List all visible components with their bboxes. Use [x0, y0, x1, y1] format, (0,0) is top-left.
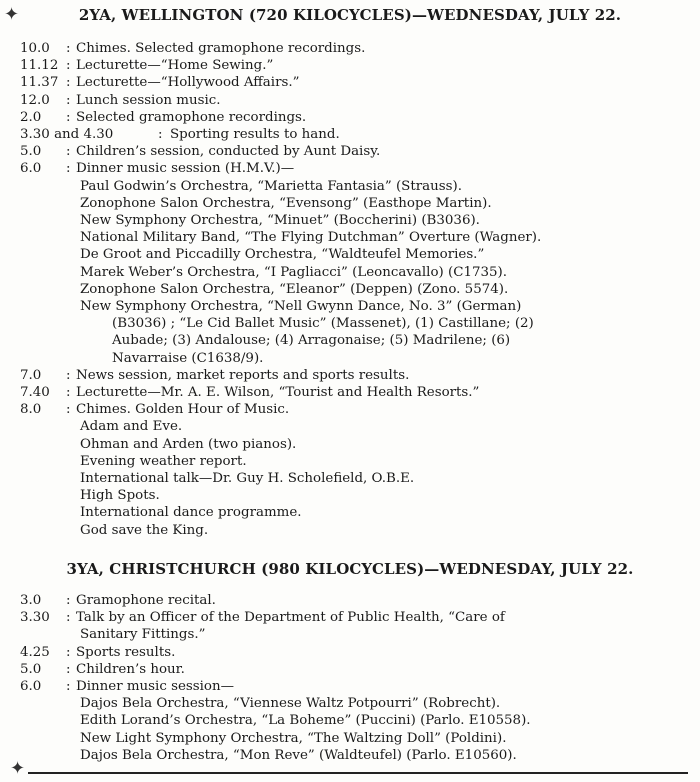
programme-item: Lecturette—“Hollywood Affairs.”: [76, 75, 300, 91]
programme-item: Sports results.: [76, 644, 176, 660]
programme-time: 3.30: [20, 610, 50, 626]
programme-time: 12.0: [20, 92, 50, 108]
programme-time: 10.0: [20, 41, 50, 56]
programme-item: Lunch session music.: [76, 92, 221, 108]
programme-subitem: Dajos Bela Orchestra, “Mon Reve” (Waldteufel) (Parlo. E10560).: [80, 747, 517, 763]
time-separator: :: [66, 41, 71, 56]
programme-subitem: International dance programme.: [80, 505, 302, 521]
programme-subitem: Zonophone Salon Orchestra, “Eleanor” (Deppen) (Zono. 5574).: [80, 281, 509, 297]
programme-item: Lecturette—Mr. A. E. Wilson, “Tourist and Health Resorts.”: [76, 385, 480, 400]
programme-item: Children’s session, conducted by Aunt Daisy.: [76, 144, 381, 160]
programme-time: 3.30 and 4.30: [20, 127, 114, 142]
programme-subitem: International talk—Dr. Guy H. Scholefield, O.B.E.: [80, 471, 415, 486]
programme-item: Chimes. Golden Hour of Music.: [76, 402, 290, 418]
programme-subitem: Marek Weber’s Orchestra, “I Pagliacci” (Leoncavallo) (C1735).: [80, 264, 508, 280]
time-separator: :: [66, 644, 71, 660]
programme-item: Selected gramophone recordings.: [76, 109, 307, 125]
time-separator: :: [66, 661, 71, 677]
time-separator: :: [66, 593, 71, 608]
programme-time: 6.0: [20, 161, 42, 177]
time-separator: :: [66, 161, 71, 177]
programme-subitem: Ohman and Arden (two pianos).: [80, 436, 297, 452]
time-separator: :: [66, 109, 71, 125]
programme-continuation: (B3036) ; “Le Cid Ballet Music” (Massenet), (1) Castillane; (2): [112, 316, 534, 332]
programme-continuation: Aubade; (3) Andalouse; (4) Arragonaise; (5) Madrilene; (6): [112, 333, 511, 349]
programme-item: Chimes. Selected gramophone recordings.: [76, 41, 366, 56]
programme-time: 5.0: [20, 661, 42, 677]
programme-subitem: Zonophone Salon Orchestra, “Evensong” (Easthope Martin).: [80, 195, 492, 211]
programme-continuation: Navarraise (C1638/9).: [112, 350, 264, 366]
programme-subitem: Adam and Eve.: [80, 419, 183, 435]
time-separator: :: [66, 610, 71, 626]
programme-time: 6.0: [20, 679, 42, 694]
time-separator: :: [66, 679, 71, 694]
bottom-rule: [28, 772, 688, 774]
programme-time: 7.40: [20, 385, 50, 400]
programme-item: Lecturette—“Home Sewing.”: [76, 58, 274, 74]
programme-subitem: Sanitary Fittings.”: [80, 627, 206, 643]
time-separator: :: [66, 75, 71, 91]
programme-time: 2.0: [20, 109, 42, 125]
programme-time: 8.0: [20, 402, 42, 418]
programme-item: Gramophone recital.: [76, 593, 216, 608]
programme-time: 4.25: [20, 644, 50, 660]
programme-time: 5.0: [20, 144, 42, 160]
programme-time: 11.37: [20, 75, 59, 91]
programme-subitem: New Symphony Orchestra, “Minuet” (Boccherini) (B3036).: [80, 213, 480, 228]
programme-item: Dinner music session—: [76, 679, 234, 694]
programme-subitem: Evening weather report.: [80, 453, 247, 469]
corner-mark-icon: ✦: [4, 4, 20, 25]
programme-subitem: Paul Godwin’s Orchestra, “Marietta Fantasia” (Strauss).: [80, 178, 462, 194]
corner-mark-icon: ✦: [10, 758, 26, 779]
programme-subitem: Edith Lorand’s Orchestra, “La Boheme” (Puccini) (Parlo. E10558).: [80, 713, 531, 729]
programme-time: 3.0: [20, 593, 42, 608]
time-separator: :: [66, 402, 71, 418]
programme-item: Sporting results to hand.: [170, 127, 340, 142]
programme-time: 11.12: [20, 58, 59, 74]
programme-item: News session, market reports and sports results.: [76, 367, 410, 383]
time-separator: :: [158, 127, 163, 142]
section-heading: 2YA, WELLINGTON (720 KILOCYCLES)—WEDNESDAY, JULY 22.: [78, 6, 622, 24]
time-separator: :: [66, 58, 71, 74]
programme-subitem: God save the King.: [80, 522, 209, 538]
programme-subitem: National Military Band, “The Flying Dutchman” Overture (Wagner).: [80, 230, 542, 246]
time-separator: :: [66, 385, 71, 400]
programme-subitem: De Groot and Piccadilly Orchestra, “Waldteufel Memories.”: [80, 247, 485, 263]
programme-item: Talk by an Officer of the Department of Public Health, “Care of: [76, 610, 505, 626]
programme-subitem: New Symphony Orchestra, “Nell Gwynn Dance, No. 3” (German): [80, 299, 522, 314]
time-separator: :: [66, 367, 71, 383]
programme-item: Children’s hour.: [76, 661, 185, 677]
programme-item: Dinner music session (H.M.V.)—: [76, 161, 295, 177]
programme-time: 7.0: [20, 367, 42, 383]
section-heading: 3YA, CHRISTCHURCH (980 KILOCYCLES)—WEDNESDAY, JULY 22.: [66, 560, 634, 578]
programme-subitem: High Spots.: [80, 488, 160, 504]
time-separator: :: [66, 92, 71, 108]
programme-subitem: New Light Symphony Orchestra, “The Waltzing Doll” (Poldini).: [80, 730, 507, 746]
time-separator: :: [66, 144, 71, 160]
programme-subitem: Dajos Bela Orchestra, “Viennese Waltz Potpourri” (Robrecht).: [80, 696, 501, 712]
